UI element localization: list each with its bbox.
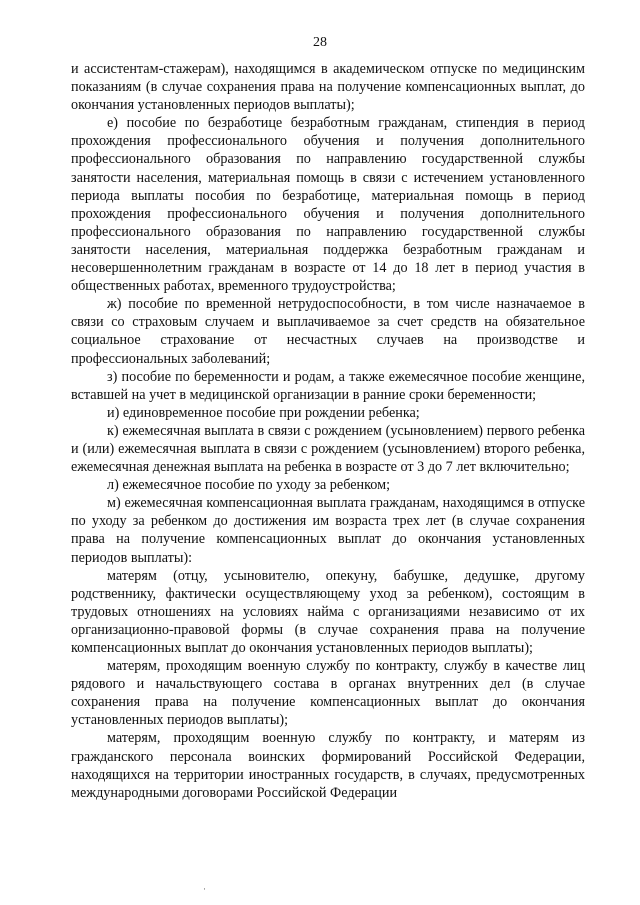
- paragraph-item-i: и) единовременное пособие при рождении ребенка;: [107, 404, 420, 421]
- paragraph-item-l: л) ежемесячное пособие по уходу за ребенком;: [107, 477, 391, 494]
- paragraph-item-zh: ж) пособие по временной нетрудоспособности, в том числе назначаемое в связи со страховым случаем и выплачиваемое за счет средств на обязательное социальное страхование от несчастных случаев на производстве и профессиональных заболеваний;: [71, 296, 585, 367]
- body-text: [71, 60, 585, 802]
- paragraph-item-e: е) пособие по безработице безработным гражданам, стипендия в период прохождения профессионального обучения и получения дополнительного профессионального образования по направлению государственной службы занятости населения, материальная помощь в связи с истечением установленного периода выплаты пособия по безработице, материальная помощь в период прохождения профессионального обучения и получения дополнительного профессионального образования по направлению государственной службы занятости населения, материальная поддержка безработным гражданам и несовершеннолетним гражданам в возрасте от 14 до 18 лет в период участия в общественных работах, временного трудоустройства;: [71, 115, 585, 295]
- paragraph-item-z: з) пособие по беременности и родам, а также ежемесячное пособие женщине, вставшей на учет в медицинской организации в ранние сроки беременности;: [71, 368, 585, 403]
- scan-mark: ·: [203, 884, 206, 894]
- paragraph-item-m: м) ежемесячная компенсационная выплата гражданам, находящимся в отпуске по уходу за ребенком до достижения им возраста трех лет (в случае сохранения права на получение компенсационных выплат до окончания установленных периодов выплаты):: [71, 495, 585, 566]
- paragraph-mothers-military-service: матерям, проходящим военную службу по контракту, службу в качестве лиц рядового и начальствующего состава в органах внутренних дел (в случае сохранения права на получение компенсационных выплат до окончания установленных периодов выплаты);: [71, 658, 585, 729]
- paragraph-item-k: к) ежемесячная выплата в связи с рождением (усыновлением) первого ребенка и (или) ежемесячная выплата в связи с рождением (усыновлением) второго ребенка, ежемесячная денежная выплата на ребенка в возрасте от 3 до 7 лет включительно;: [71, 422, 585, 476]
- page-number: 28: [313, 35, 327, 50]
- paragraph-mothers-abroad: матерям, проходящим военную службу по контракту, и матерям из гражданского персонала воинских формирований Российской Федерации, находящихся на территории иностранных государств, в случаях, предусмотренных международными договорами Российской Федерации: [71, 730, 585, 801]
- paragraph-mothers-employed: матерям (отцу, усыновителю, опекуну, бабушке, дедушке, другому родственнику, фактически осуществляющему уход за ребенком), состоящим в трудовых отношениях на условиях найма с организациями независимо от их организационно-правовой формы (в случае сохранения права на получение компенсационных выплат до окончания установленных периодов выплаты);: [71, 567, 585, 656]
- paragraph-continuation: и ассистентам-стажерам), находящимся в академическом отпуске по медицинским показаниям (в случае сохранения права на получение компенсационных выплат, до окончания установленных периодов выплаты);: [71, 61, 585, 114]
